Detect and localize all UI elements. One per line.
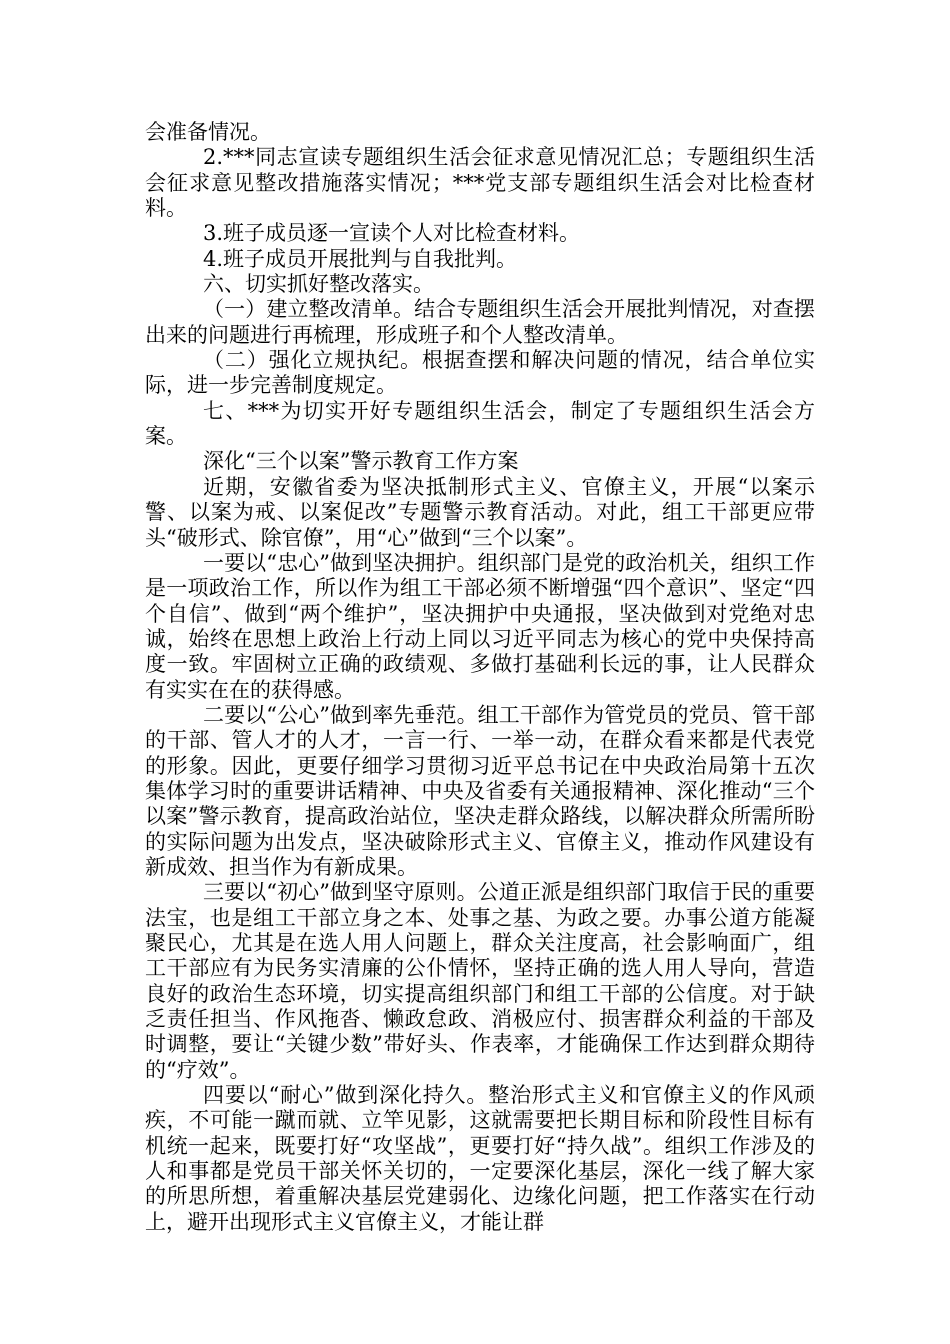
paragraph-public-spirit: 二要以“公心”做到率先垂范。组工干部作为管党员的党员、管干部的干部、管人才的人才，一言一行、一举一动，在群众看来都是代表党的形象。因此，更要仔细学习贯彻习近平总书记在中央政治局第十五次集体学习时的重要讲话精神、中央及省委有关通报精神、深化推动“三个以案”警示教育，提高政治站位，坚决走群众路线，以解决群众所需所盼的实际问题为出发点，坚决破除形式主义、官僚主义，推动作风建设有新成效、担当作为有新成果。 bbox=[145, 702, 815, 879]
paragraph-agenda-item-3: 3.班子成员逐一宣读个人对比检查材料。 bbox=[203, 221, 581, 246]
paragraph-patience: 四要以“耐心”做到深化持久。整治形式主义和官僚主义的作风顽疾，不可能一蹴而就、立竿见影，这就需要把长期目标和阶段性目标有机统一起来，既要打好“攻坚战”，更要打好“持久战”。组织工作涉及的人和事都是党员干部关怀关切的，一定要深化基层，深化一线了解大家的所思所想，着重解决基层党建弱化、边缘化问题，把工作落实在行动上，避开出现形式主义官僚主义，才能让群 bbox=[145, 1083, 815, 1234]
paragraph-original-aspiration: 三要以“初心”做到坚守原则。公道正派是组织部门取信于民的重要法宝，也是组工干部立身之本、处事之基、为政之要。办事公道方能凝聚民心，尤其是在选人用人问题上，群众关注度高，社会影响面广，组工干部应有为民务实清廉的公仆情怀，坚持正确的选人用人导向，营造良好的政治生态环境，切实提高组织部门和组工干部的公信度。对于缺乏责任担当、作风拖沓、懒政怠政、消极应付、损害群众利益的干部及时调整，要让“关键少数”带好头、作表率，才能确保工作达到群众期待的“疗效”。 bbox=[145, 880, 815, 1082]
section-heading-7: 七、***为切实开好专题组织生活会，制定了专题组织生活会方案。 bbox=[145, 398, 815, 449]
section-heading-6: 六、切实抓好整改落实。 bbox=[203, 272, 434, 297]
paragraph-intro: 近期，安徽省委为坚决抵制形式主义、官僚主义，开展“以案示警、以案为戒、以案促改”专题警示教育活动。对此，组工干部更应带头“破形式、除官僚”，用“心”做到“三个以案”。 bbox=[145, 474, 815, 550]
document-title: 深化“三个以案”警示教育工作方案 bbox=[203, 449, 519, 474]
paragraph-continued: 会准备情况。 bbox=[145, 120, 271, 144]
paragraph-agenda-item-4: 4.班子成员开展批判与自我批判。 bbox=[203, 246, 518, 271]
document-body bbox=[145, 120, 815, 1235]
paragraph-loyalty: 一要以“忠心”做到坚决拥护。组织部门是党的政治机关，组织工作是一项政治工作，所以作为组工干部必须不断增强“四个意识”、坚定“四个自信”、做到“两个维护”，坚决拥护中央通报，坚决做到对党绝对忠诚，始终在思想上政治上行动上同以习近平同志为核心的党中央保持高度一致。牢固树立正确的政绩观、多做打基础利长远的事，让人民群众有实实在在的获得感。 bbox=[145, 550, 815, 702]
paragraph-rectification-list: （一）建立整改清单。结合专题组织生活会开展批判情况，对查摆出来的问题进行再梳理，形成班子和个人整改清单。 bbox=[145, 297, 815, 347]
paragraph-agenda-item-2: 2.***同志宣读专题组织生活会征求意见情况汇总；专题组织生活会征求意见整改措施落实情况；***党支部专题组织生活会对比检查材料。 bbox=[145, 145, 815, 221]
paragraph-discipline: （二）强化立规执纪。根据查摆和解决问题的情况，结合单位实际，进一步完善制度规定。 bbox=[145, 348, 815, 398]
